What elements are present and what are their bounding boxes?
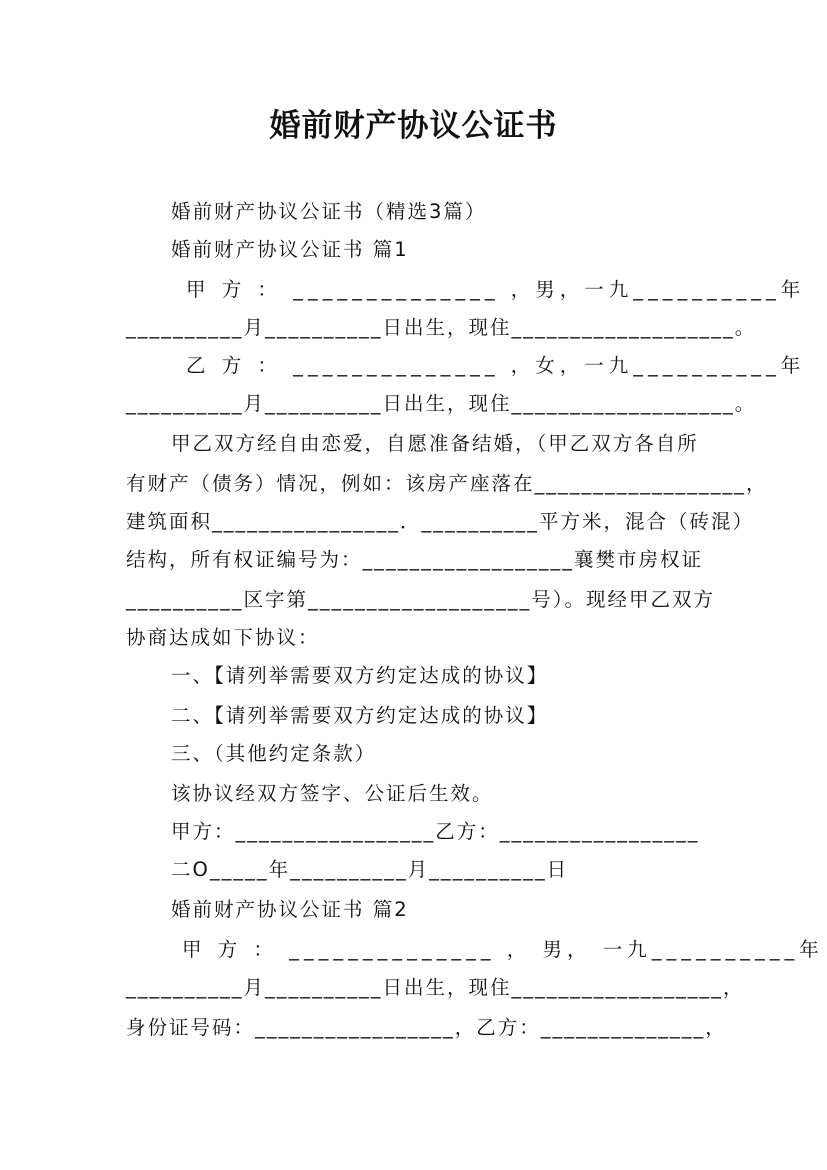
- document-subtitle: 婚前财产协议公证书（精选3篇）: [171, 200, 487, 223]
- party-a-birth-line-2: __________月__________日出生，现住__________________，: [126, 976, 745, 999]
- agreement-item-1: 一、【请列举需要双方约定达成的协议】: [171, 664, 549, 687]
- party-a-line: 甲 方 ： ______________ ，男，一九__________年: [186, 278, 806, 301]
- agreement-item-2: 二、【请列举需要双方约定达成的协议】: [171, 704, 549, 727]
- party-b-line: 乙 方 ： ______________ ，女，一九__________年: [186, 354, 806, 377]
- body-paragraph-line: __________区字第___________________号）。现经甲乙双方: [126, 588, 716, 611]
- section-heading-1: 婚前财产协议公证书 篇1: [171, 238, 409, 261]
- date-line: 二O_____年__________月__________日: [171, 858, 569, 881]
- party-a-line-2: 甲 方 ： ______________ ， 男， 一九__________年: [182, 938, 824, 961]
- party-a-birth-line: __________月__________日出生，现住___________________。: [126, 316, 757, 339]
- body-paragraph-line: 有财产（债务）情况，例如：该房产座落在__________________，: [126, 472, 768, 495]
- effective-clause: 该协议经双方签字、公证后生效。: [171, 782, 494, 805]
- id-number-line: 身份证号码：_________________，乙方：______________，: [126, 1016, 727, 1039]
- agreement-item-3: 三、（其他约定条款）: [171, 742, 377, 765]
- signature-line: 甲方：_________________乙方：_________________: [171, 820, 700, 843]
- body-paragraph-line: 结构，所有权证编号为：__________________襄樊市房权证: [126, 548, 704, 571]
- body-paragraph-line: 甲乙双方经自由恋爱，自愿准备结婚，（甲乙双方各自所: [171, 432, 699, 455]
- body-paragraph-line: 建筑面积________________．__________平方米，混合（砖混）: [126, 510, 755, 533]
- body-paragraph-line: 协商达成如下协议：: [126, 626, 320, 649]
- section-heading-2: 婚前财产协议公证书 篇2: [171, 898, 409, 921]
- document-title: 婚前财产协议公证书: [269, 108, 558, 144]
- party-b-birth-line: __________月__________日出生，现住___________________。: [126, 392, 757, 415]
